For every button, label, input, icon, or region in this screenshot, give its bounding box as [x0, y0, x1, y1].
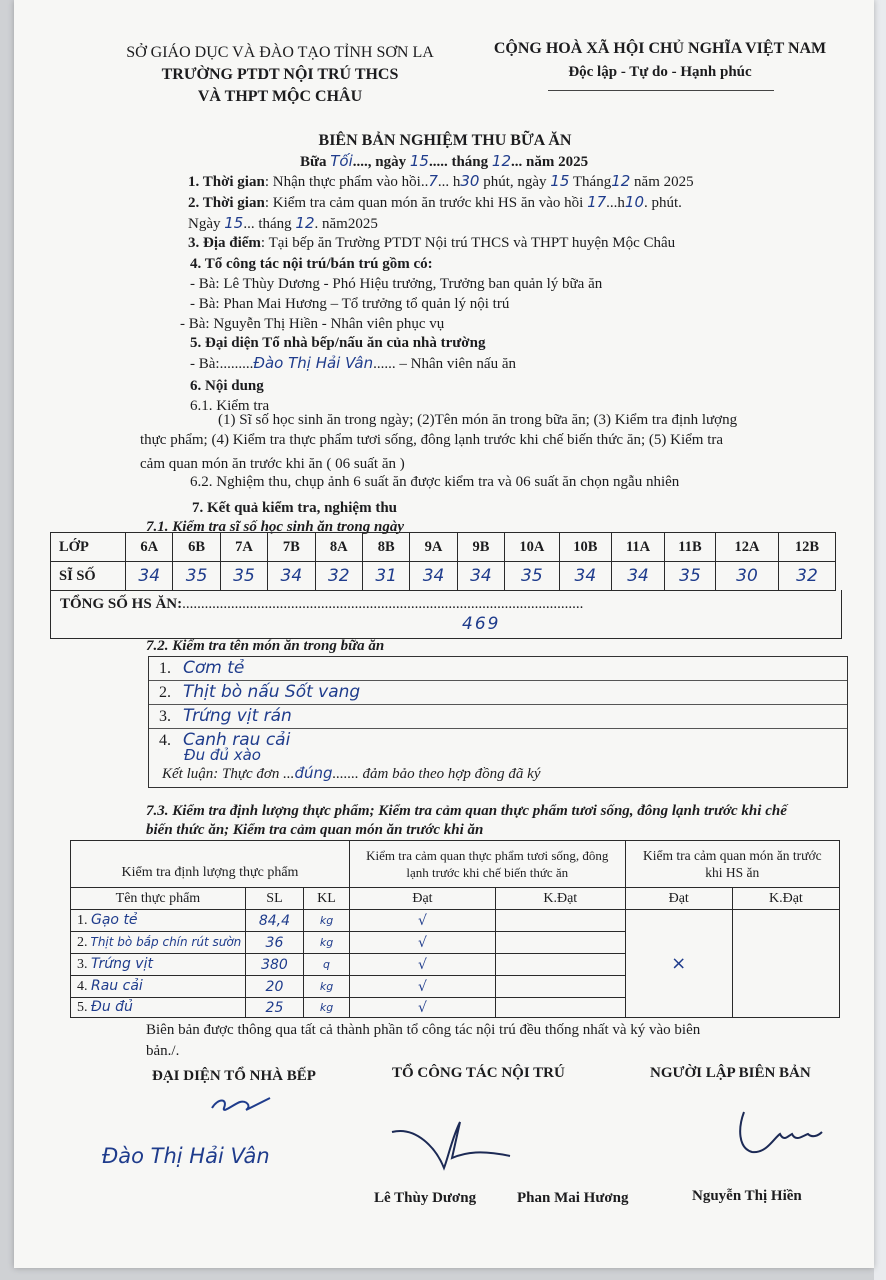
writer-signature: [730, 1108, 830, 1158]
section-3-label: 3. Địa điểm: [188, 235, 261, 251]
section-2: [188, 193, 682, 212]
receive-month: 12: [611, 172, 631, 190]
class-row: [51, 533, 836, 562]
meal-prefix: Bữa: [300, 154, 327, 170]
check-month: 12: [295, 214, 315, 232]
fresh-fail-subheader: K.Đạt: [495, 888, 625, 910]
menu-item: [149, 705, 847, 729]
class-count: 35: [173, 562, 220, 591]
section-1-year: năm 2025: [634, 174, 694, 190]
quant-col-header: Kiểm tra định lượng thực phẩm: [71, 841, 350, 888]
fresh-fail-cell: [495, 910, 625, 932]
class-count: 30: [716, 562, 779, 591]
national-title: CỘNG HOÀ XÃ HỘI CHỦ NGHĨA VIỆT NAM: [493, 40, 827, 57]
dish-pass-mark: ×: [625, 910, 732, 1018]
member-1: - Bà: Lê Thùy Dương - Phó Hiệu trưởng, Trưởng ban quản lý bữa ăn: [190, 276, 603, 292]
sl-subheader: SL: [245, 888, 303, 910]
menu-item-num: 3.: [159, 708, 171, 725]
class-name: 6B: [173, 533, 220, 562]
food-name-cell: [71, 998, 246, 1018]
food-num: 5.: [77, 1000, 88, 1015]
quant-heading-line1: 7.3. Kiểm tra định lượng thực phẩm; Kiểm tra cảm quan thực phẩm tươi sống, đông lạnh trước khi chế: [146, 803, 787, 819]
section-3: [188, 235, 675, 252]
menu-item: [149, 657, 847, 681]
conclusion-value: đúng: [294, 764, 333, 782]
section-6-2: 6.2. Nghiệm thu, chụp ảnh 6 suất ăn được kiểm tra và 06 suất ăn chọn ngẫu nhiên: [190, 474, 680, 490]
receive-minute: 30: [460, 172, 480, 190]
class-name: 8A: [315, 533, 362, 562]
school-name-line1: TRƯỜNG PTDT NỘI TRÚ THCS: [161, 66, 399, 83]
class-name: 9B: [457, 533, 504, 562]
writer-signer: Nguyễn Thị Hiền: [692, 1188, 802, 1204]
cook-prefix: - Bà:.........: [190, 356, 254, 372]
menu-item-num: 1.: [159, 660, 171, 677]
team-signer-2: Phan Mai Hương: [517, 1190, 629, 1206]
team-title: TỔ CÔNG TÁC NỘI TRÚ: [392, 1065, 565, 1081]
menu-conclusion: [162, 764, 540, 783]
kl-subheader: KL: [304, 888, 350, 910]
national-motto: Độc lập - Tự do - Hạnh phúc: [568, 64, 752, 80]
kitchen-signer-name: Đào Thị Hải Vân: [102, 1144, 270, 1168]
section-6-label: 6. Nội dung: [190, 378, 264, 394]
kitchen-signature: [200, 1090, 280, 1120]
cook-name: Đào Thị Hải Vân: [253, 354, 374, 372]
page-edge: [874, 0, 886, 1280]
menu-extra-item: Đu đủ xào: [184, 746, 261, 764]
document-title: BIÊN BẢN NGHIỆM THU BỮA ĂN: [318, 132, 572, 149]
section-1-label: 1. Thời gian: [188, 174, 265, 190]
food-sl: 380: [245, 954, 303, 976]
food-name-cell: [71, 910, 246, 932]
class-name: 11B: [664, 533, 715, 562]
check-hour: 17: [587, 193, 607, 211]
name-subheader: Tên thực phẩm: [71, 888, 246, 910]
check-day: 15: [224, 214, 244, 232]
food-name-cell: [71, 976, 246, 998]
food-num: 3.: [77, 957, 88, 972]
meal-date-line: [300, 152, 588, 171]
total-label: TỔNG SỐ HS ĂN:: [60, 596, 183, 612]
food-num: 2.: [77, 934, 88, 950]
kitchen-rep-title: ĐẠI DIỆN TỔ NHÀ BẾP: [152, 1068, 316, 1084]
class-name: 8B: [362, 533, 409, 562]
dept-name: SỞ GIÁO DỤC VÀ ĐÀO TẠO TỈNH SƠN LA: [126, 44, 434, 61]
team-signature: [386, 1118, 516, 1178]
menu-item-name: Cơm tẻ: [183, 658, 245, 678]
meal-value: Tối: [330, 152, 353, 170]
section-2-date: [188, 214, 378, 233]
section-4-label: 4. Tổ công tác nội trú/bán trú gồm có:: [190, 256, 433, 272]
class-name: 7B: [268, 533, 315, 562]
class-count: 35: [220, 562, 267, 591]
dish-fail-subheader: K.Đạt: [732, 888, 839, 910]
section-6-1-line3: cảm quan món ăn trước khi ăn ( 06 suất ăn ): [140, 456, 405, 472]
menu-heading: 7.2. Kiểm tra tên món ăn trong bữa ăn: [146, 638, 385, 654]
section-2-year: . năm2025: [314, 216, 378, 232]
total-value: 469: [462, 614, 501, 634]
closing-line2: bản./.: [146, 1043, 180, 1059]
food-name: Gạo tẻ: [91, 912, 138, 928]
section-3-text: : Tại bếp ăn Trường PTDT Nội trú THCS và THPT huyện Mộc Châu: [260, 235, 676, 251]
dish-col-header: Kiểm tra cảm quan món ăn trước khi HS ăn: [625, 841, 839, 888]
fresh-col-header: Kiểm tra cảm quan thực phẩm tươi sống, đông lạnh trước khi chế biến thức ăn: [349, 841, 625, 888]
month-value: 12: [491, 152, 511, 170]
fresh-pass-mark: √: [349, 998, 495, 1018]
food-kl: kg: [304, 932, 350, 954]
motto-underline: [548, 90, 774, 91]
class-count: 34: [268, 562, 315, 591]
dish-pass-subheader: Đạt: [625, 888, 732, 910]
total-dots: ...........................................................................................................: [182, 596, 584, 612]
class-count: 34: [410, 562, 457, 591]
section-2-month-label: ... tháng: [243, 216, 292, 232]
quant-header-row: [71, 841, 840, 888]
menu-item: [149, 681, 847, 705]
section-1-h: ... h: [437, 174, 461, 190]
fresh-fail-cell: [495, 998, 625, 1018]
class-name: 11A: [612, 533, 665, 562]
food-sl: 36: [245, 932, 303, 954]
section-2-h: ...h: [606, 195, 625, 211]
quant-subheader-row: [71, 888, 840, 910]
count-row-label: SĨ SỐ: [51, 562, 126, 591]
fresh-fail-cell: [495, 932, 625, 954]
conclusion-prefix: Kết luận: Thực đơn ...: [162, 766, 295, 782]
section-2-minute-label: . phút.: [644, 195, 682, 211]
fresh-pass-mark: √: [349, 910, 495, 932]
class-name: 6A: [126, 533, 173, 562]
class-name: 7A: [220, 533, 267, 562]
fresh-pass-mark: √: [349, 954, 495, 976]
food-sl: 20: [245, 976, 303, 998]
section-1-text: : Nhận thực phẩm vào hồi..: [264, 174, 429, 190]
writer-title: NGƯỜI LẬP BIÊN BẢN: [650, 1065, 811, 1081]
class-count: 34: [457, 562, 504, 591]
cook-line: [190, 354, 516, 373]
food-num: 1.: [77, 913, 88, 928]
check-minute: 10: [624, 193, 644, 211]
month-label: ..... tháng: [428, 154, 489, 170]
section-6-1-line1: (1) Sĩ số học sinh ăn trong ngày; (2)Tên món ăn trong bữa ăn; (3) Kiểm tra định lượng: [218, 412, 738, 428]
member-2: - Bà: Phan Mai Hương – Tổ trưởng tổ quản lý nội trú: [190, 296, 510, 312]
class-name: 10B: [559, 533, 612, 562]
fresh-pass-mark: √: [349, 932, 495, 954]
class-row-label: LỚP: [51, 533, 126, 562]
closing-line1: Biên bản được thông qua tất cả thành phần tổ công tác nội trú đều thống nhất và ký vào biên: [146, 1022, 701, 1038]
food-sl: 84,4: [245, 910, 303, 932]
class-name: 12B: [779, 533, 836, 562]
class-count: 34: [126, 562, 173, 591]
menu-item-num: 2.: [159, 684, 171, 701]
class-count: 32: [779, 562, 836, 591]
class-count: 31: [362, 562, 409, 591]
quant-row: [71, 910, 840, 932]
class-count: 35: [664, 562, 715, 591]
section-6-1-label: 6.1. Kiểm tra: [190, 398, 270, 414]
section-2-day-label: Ngày: [188, 216, 221, 232]
menu-item-name: Canh rau cải: [183, 730, 291, 750]
menu-item-name: Trứng vịt rán: [183, 706, 292, 726]
menu-item-name: Thịt bò nấu Sốt vang: [183, 682, 361, 702]
day-value: 15: [409, 152, 429, 170]
food-kl: kg: [304, 976, 350, 998]
school-name-line2: VÀ THPT MỘC CHÂU: [197, 88, 363, 105]
class-count: 34: [559, 562, 612, 591]
section-1-day-label: phút, ngày: [479, 174, 547, 190]
section-6-1-line2: thực phẩm; (4) Kiểm tra thực phẩm tươi sống, đông lạnh trước khi chế biến thức ăn; (5) Kiểm tra: [140, 432, 724, 448]
class-name: 12A: [716, 533, 779, 562]
year-label: ... năm 2025: [511, 154, 589, 170]
quant-heading-line2: biến thức ăn; Kiểm tra cảm quan món ăn trước khi ăn: [146, 822, 484, 838]
food-sl: 25: [245, 998, 303, 1018]
quant-table: [70, 840, 840, 1018]
food-name: Thịt bò bắp chín rút sườn: [90, 934, 242, 949]
class-name: 9A: [410, 533, 457, 562]
food-name: Trứng vịt: [91, 956, 153, 972]
food-kl: kg: [304, 998, 350, 1018]
menu-item-num: 4.: [159, 732, 171, 749]
receive-hour: 7: [428, 172, 438, 190]
class-table-heading: 7.1. Kiểm tra sĩ số học sinh ăn trong ngày: [146, 519, 404, 535]
member-3: - Bà: Nguyễn Thị Hiền - Nhân viên phục vụ: [180, 316, 445, 332]
total-line: [60, 596, 583, 613]
class-name: 10A: [505, 533, 559, 562]
food-name-cell: [71, 954, 246, 976]
day-label: ...., ngày: [352, 154, 407, 170]
fresh-fail-cell: [495, 976, 625, 998]
class-count: 34: [612, 562, 665, 591]
section-1: [188, 172, 694, 191]
cook-role: ...... – Nhân viên nấu ăn: [373, 356, 516, 372]
food-num: 4.: [77, 979, 88, 994]
food-name: Rau cải: [91, 978, 143, 994]
class-count: 35: [505, 562, 559, 591]
food-kl: kg: [304, 910, 350, 932]
dish-fail-cell: [732, 910, 839, 1018]
class-count: 32: [315, 562, 362, 591]
section-2-label: 2. Thời gian: [188, 195, 265, 211]
conclusion-suffix: ....... đảm bảo theo hợp đồng đã ký: [332, 766, 541, 782]
section-5-label: 5. Đại diện Tổ nhà bếp/nấu ăn của nhà trường: [190, 335, 486, 351]
food-name-cell: [71, 932, 246, 954]
fresh-pass-mark: √: [349, 976, 495, 998]
fresh-fail-cell: [495, 954, 625, 976]
section-7-label: 7. Kết quả kiểm tra, nghiệm thu: [192, 500, 398, 516]
section-1-month-label: Tháng: [572, 174, 612, 190]
fresh-pass-subheader: Đạt: [349, 888, 495, 910]
class-count-table: [50, 532, 836, 591]
food-name: Đu đủ: [91, 999, 133, 1015]
team-signer-1: Lê Thùy Dương: [374, 1190, 477, 1206]
count-row: [51, 562, 836, 591]
section-2-text: : Kiểm tra cảm quan món ăn trước khi HS ăn vào hồi: [264, 195, 584, 211]
food-kl: q: [304, 954, 350, 976]
receive-day: 15: [550, 172, 570, 190]
